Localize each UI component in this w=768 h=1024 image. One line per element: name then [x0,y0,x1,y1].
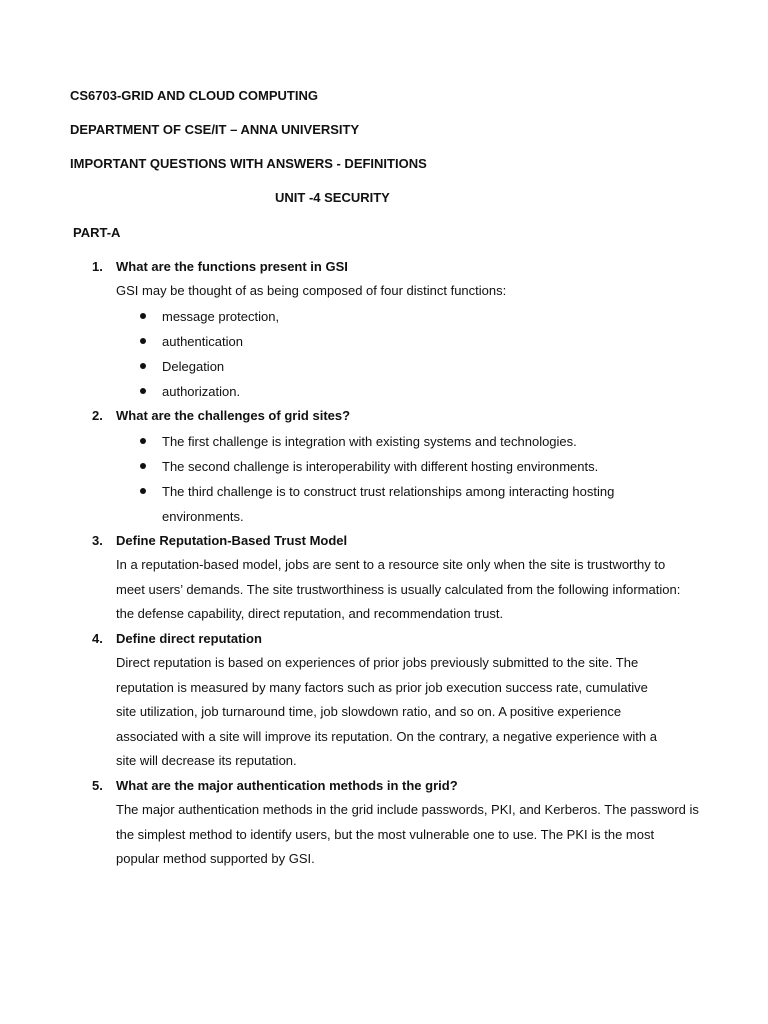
bullet-icon [140,488,146,494]
bullet-icon [140,463,146,469]
question-intro: GSI may be thought of as being composed of four distinct functions: [116,283,507,298]
list-item: The third challenge is to construct trust relationships among interacting hosting environments. [92,479,692,529]
question-answer: Direct reputation is based on experiences of prior jobs previously submitted to the site. The reputation is measured by many factors such as prior job execution success rate, cumulative site utilization, job turnaround time, job slowdown ratio, and so on. A positive experience associated with a site will improve its reputation. On the contrary, a negative experience with a site will decrease its reputation. [116,655,657,769]
list-item: authentication [92,329,692,354]
bullet-icon [140,438,146,444]
bullet-icon [140,313,146,319]
question-4 [92,631,692,774]
bullet-list [92,304,692,404]
document-subtitle: IMPORTANT QUESTIONS WITH ANSWERS - DEFINITIONS [70,156,427,171]
department-line: DEPARTMENT OF CSE/IT – ANNA UNIVERSITY [70,122,360,137]
question-title: What are the major authentication methods in the grid? [116,778,458,793]
question-5 [92,778,699,872]
question-number: 4. [92,631,103,646]
part-heading: PART-A [73,225,121,240]
list-item: Delegation [92,354,692,379]
list-item: authorization. [92,379,692,404]
question-number: 5. [92,778,103,793]
question-3 [92,533,692,627]
question-title: What are the challenges of grid sites? [116,408,351,423]
question-answer: The major authentication methods in the grid include passwords, PKI, and Kerberos. The password is the simplest method to identify users, but the most vulnerable one to use. The PKI is the most popular method supported by GSI. [116,802,699,867]
bullet-icon [140,388,146,394]
question-2 [92,408,692,529]
question-title: Define direct reputation [116,631,262,646]
question-number: 3. [92,533,103,548]
question-1 [92,259,692,404]
list-item: The second challenge is interoperability with different hosting environments. [92,454,692,479]
bullet-list [92,429,692,529]
question-number: 2. [92,408,103,423]
bullet-icon [140,338,146,344]
list-item: The first challenge is integration with existing systems and technologies. [92,429,692,454]
question-title: What are the functions present in GSI [116,259,348,274]
list-item: message protection, [92,304,692,329]
question-title: Define Reputation-Based Trust Model [116,533,348,548]
bullet-icon [140,363,146,369]
question-answer: In a reputation-based model, jobs are sent to a resource site only when the site is trustworthy to meet users’ demands. The site trustworthiness is usually calculated from the following information: the defense capability, direct reputation, and recommendation trust. [116,557,681,622]
unit-heading: UNIT -4 SECURITY [275,190,390,205]
question-number: 1. [92,259,103,274]
course-title: CS6703-GRID AND CLOUD COMPUTING [70,88,318,103]
